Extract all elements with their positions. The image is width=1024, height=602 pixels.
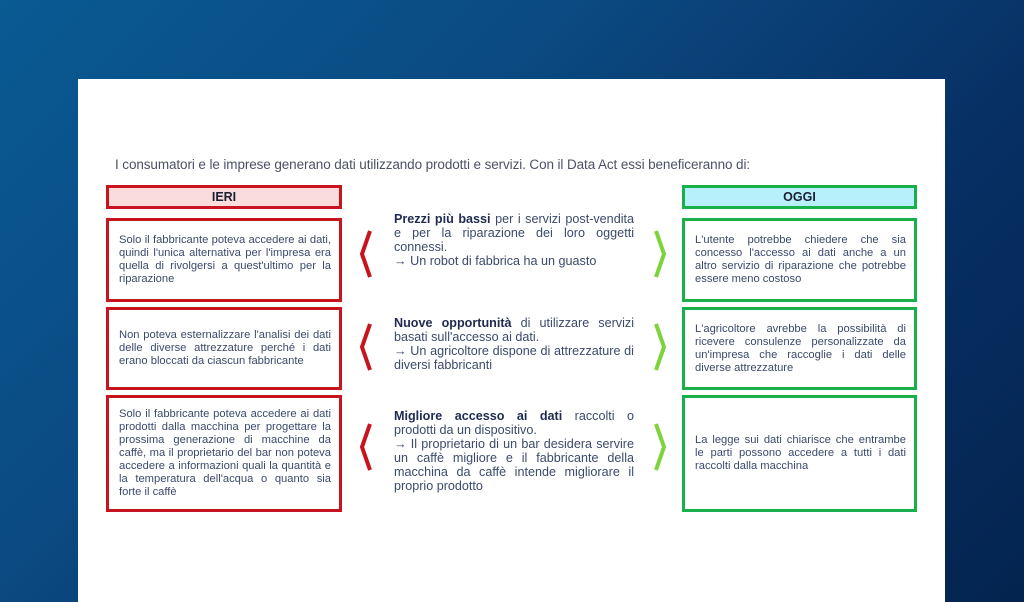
- benefit-example-2: → Un agricoltore dispone di attrezzature di diversi fabbricanti: [394, 344, 634, 372]
- benefit-title-1: Prezzi più bassi: [394, 212, 491, 226]
- content-card: [78, 79, 945, 602]
- benefit-example-1: → Un robot di fabbrica ha un guasto: [394, 254, 597, 268]
- chevron-left-icon: [358, 422, 374, 472]
- ieri-text-2: Non poteva esternalizzare l'analisi dei dati delle diverse attrezzature perché i dati erano bloccati da ciascun fabbricante: [119, 329, 331, 367]
- chevron-left-icon: [358, 322, 374, 372]
- oggi-box-3: [682, 395, 917, 512]
- oggi-box-1: [682, 218, 917, 302]
- chevron-left-icon: [358, 229, 374, 279]
- ieri-text-1: Solo il fabbricante poteva accedere ai dati, quindi l'unica alternativa per l'impresa era quella di rivolgersi a quest'ultimo per la riparazione: [119, 234, 331, 285]
- benefit-2: [394, 316, 634, 372]
- benefit-desc-2: di utilizzare servizi basati sull'accesso ai dati.: [394, 316, 634, 344]
- oggi-box-2: [682, 307, 917, 390]
- intro-text: I consumatori e le imprese generano dati utilizzando prodotti e servizi. Con il Data Act essi beneficeranno di:: [115, 157, 750, 172]
- benefit-desc-1: per i servizi post-vendita e per la riparazione dei loro oggetti connessi.: [394, 212, 634, 254]
- benefit-title-3: Migliore accesso ai dati: [394, 409, 563, 423]
- header-ieri: IERI: [106, 185, 342, 209]
- ieri-text-3: Solo il fabbricante poteva accedere ai dati prodotti dalla macchina per progettare la prossima generazione di macchine da caffè, ma il proprietario del bar non poteva accedere a informazioni quali la quantità e la temperatura dell'acqua o quanto sia forte il caffè: [119, 408, 331, 498]
- benefit-1: [394, 212, 634, 268]
- chevron-right-icon: [652, 229, 668, 279]
- benefit-3: [394, 409, 634, 493]
- chevron-right-icon: [652, 322, 668, 372]
- chevron-right-icon: [652, 422, 668, 472]
- benefit-example-3: → Il proprietario di un bar desidera servire un caffè migliore e il fabbricante della macchina da caffè intende migliorare il proprio prodotto: [394, 437, 634, 493]
- oggi-text-3: La legge sui dati chiarisce che entrambe le parti possono accedere a tutti i dati raccolti dalla macchina: [695, 434, 906, 472]
- header-oggi: OGGI: [682, 185, 917, 209]
- oggi-text-2: L'agricoltore avrebbe la possibilità di ricevere consulenze personalizzate da un'impresa che raccoglie i dati delle diverse attrezzature: [695, 322, 906, 374]
- ieri-box-2: [106, 307, 342, 390]
- benefit-desc-3: raccolti o prodotti da un dispositivo.: [394, 409, 634, 437]
- ieri-box-3: [106, 395, 342, 512]
- oggi-text-1: L'utente potrebbe chiedere che sia concesso l'accesso ai dati anche a un altro servizio di riparazione che potrebbe essere meno costoso: [695, 234, 906, 285]
- ieri-box-1: [106, 218, 342, 302]
- benefit-title-2: Nuove opportunità: [394, 316, 512, 330]
